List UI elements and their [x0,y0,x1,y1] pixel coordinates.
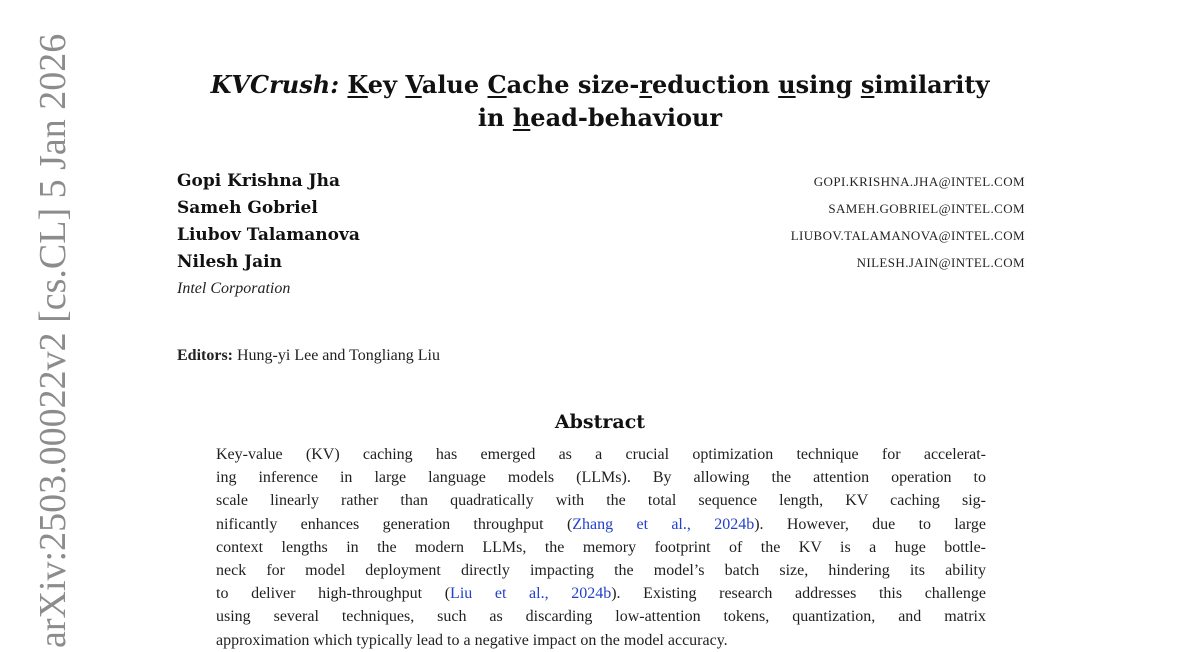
author-row [177,252,1025,279]
abstract-text: Key-value (KV) caching has emerged as a crucial optimization technique for accelerat- [216,446,986,463]
abstract-text: scale linearly rather than quadratically with the total sequence length, KV caching sig- [216,492,986,510]
title-segment: ache size- [506,70,640,99]
title-segment: K [347,70,368,99]
abstract-line [216,536,986,559]
title-segment: u [778,70,796,99]
title-segment: sing [795,70,861,99]
author-name: Nilesh Jain [177,252,282,272]
abstract-text: ing inference in large language models (LLMs). By allowing the attention operation to [216,469,986,487]
arxiv-stamp: arXiv:2503.00022v2 [cs.CL] 5 Jan 2026 [32,33,74,648]
affiliation: Intel Corporation [177,280,291,297]
author-name: Sameh Gobriel [177,198,318,218]
abstract-line [216,513,986,536]
title-segment: h [512,103,531,132]
abstract-heading: Abstract [554,411,646,433]
author-email[interactable]: LIUBOV.TALAMANOVA@INTEL.COM [790,228,1025,243]
title-line-1 [0,68,1200,101]
editors-line [177,347,440,365]
abstract-text: neck for model deployment directly impacting the model’s batch size, hindering its ability [216,562,986,580]
author-email[interactable]: GOPI.KRISHNA.JHA@INTEL.COM [813,174,1025,189]
title-lead: KVCrush: [210,70,340,99]
abstract-text: context lengths in the modern LLMs, the memory footprint of the KV is a huge bottle- [216,538,986,556]
abstract-line [216,489,986,512]
title-segment: alue [421,70,488,99]
title-segment: V [405,70,422,99]
abstract-text: nificantly enhances generation throughput ( [216,515,573,533]
citation-link[interactable]: Zhang et al., 2024b [572,515,755,533]
title-segment: in [477,103,513,132]
title-segment: s [860,70,875,99]
title-segment: ey [367,70,406,99]
author-email[interactable]: NILESH.JAIN@INTEL.COM [856,255,1025,270]
author-row [177,198,1025,225]
abstract-text: to deliver high-throughput ( [216,585,451,603]
editors-label: Editors: [177,347,233,364]
editors-names: Hung-yi Lee and Tongliang Liu [237,347,440,364]
title-segment: ead-behaviour [530,103,723,132]
abstract-text: ). Existing research addresses this challenge [611,585,986,603]
abstract-line [216,559,986,582]
title-line-2 [0,101,1200,134]
abstract-text: ). However, due to large [754,515,987,533]
abstract-line [216,582,986,605]
title-segment: r [639,70,653,99]
abstract-line [216,605,986,628]
title-segment: C [487,70,507,99]
title-segment: imilarity [874,70,990,99]
author-name: Gopi Krishna Jha [177,171,340,191]
author-block [177,171,1025,298]
abstract-line [216,629,986,652]
abstract-text: using several techniques, such as discarding low-attention tokens, quantization, and matrix [216,608,986,626]
citation-link[interactable]: Liu et al., 2024b [450,585,612,603]
abstract-line [216,466,986,489]
abstract-text: approximation which typically lead to a negative impact on the model accuracy. [216,631,728,649]
abstract-body [216,443,986,652]
title-segment: eduction [652,70,779,99]
abstract-line [216,443,986,466]
paper-title [0,68,1200,134]
author-name: Liubov Talamanova [177,225,360,245]
author-email[interactable]: SAMEH.GOBRIEL@INTEL.COM [828,201,1025,216]
author-row [177,171,1025,198]
author-row [177,225,1025,252]
